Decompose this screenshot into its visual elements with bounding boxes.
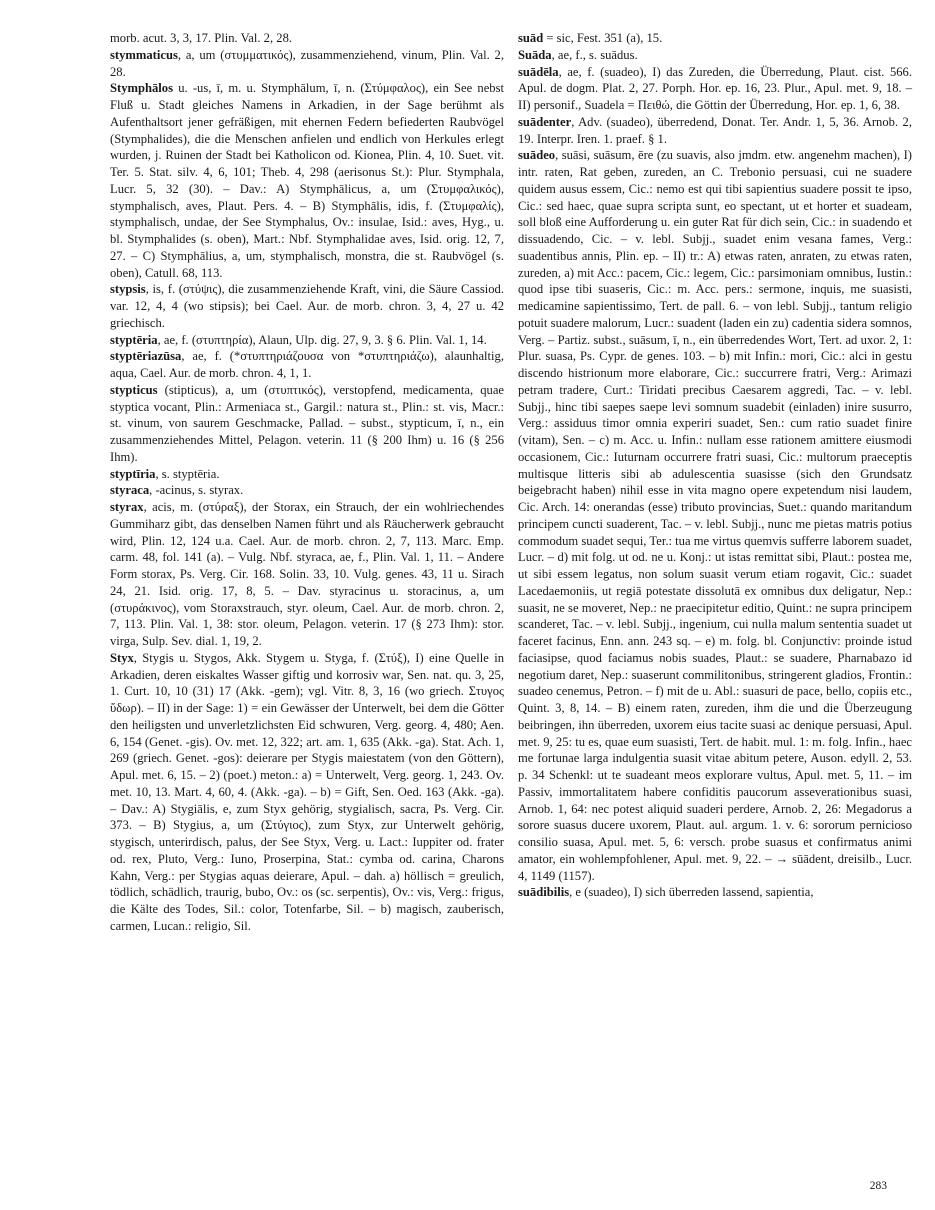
dictionary-entry bbox=[110, 348, 504, 382]
entry-text: , suāsi, suāsum, ēre (zu suavis, also jmdm. etw. angenehm machen), I) intr. raten, Rat geben, zureden, an C. Trebonio persuasi, cui ne suadere quidem ausus essem, Cic.: nemo est qui tibi sapientius suadere possit te ipso, Cic.: sed haec, quae supra scripta sunt, eo spectant, ut et horter et suadeam, soll bloß eine Aufforderung u. ein guter Rat für dich sein, Cic.: in suadendo et dissuadendo, Cic. – v. lebl. Subjj., suadet enim vesana fames, Verg.: suadentibus annis, Plin. ep. – II) tr.: A) etwas raten, anraten, zu etwas raten, zureden, a) mit Acc.: pacem, Cic.: legem, Cic.: parsimoniam omnibus, Iustin.: quod ipse tibi suaseris, Cic.: m. Acc. pers.: sermone, inquis, me suasisti, medicamine sapientissimo, Tert. de pall. 6. – von lebl. Subjj., tantum religio potuit suadere malorum, Lucr.: suadent (laden ein zu) cadentia sidera somnos, Verg. – Partiz. subst., suāsum, ī, n., ein überredendes Wort, Tert. ad uxor. 2, 1: Plur. suasa, Ps. Cypr. de genes. 103. – b) mit Infin.: mori, Cic.: alci in gestu discendo histrionum more elaborare, Cic.: succurrere fratri, Verg.: Arimazi petram tradere, Curt.: Tiridati precibus Caesarem aggredi, Tac. – v. lebl. Subjj., hinc tibi saepes saepe levi somnum suadebit (einladen) inire susurro, Verg.: assiduus timor omnia experiri suadet, Sen.: cum ratio suadet finire (vitam), Sen. – c) m. Acc. u. Infin.: nullam esse rationem amittere eiusmodi occasionem, Cic.: Iuturnam occurrere fratri suasi, Cic.: multorum praeceptis multisque litteris sibi ab adulescentia suasisse (sich den Grundsatz beigebracht haben) nihil esse in vita magno opere expetendum nisi laudem, Cic. Arch. 14: onerandas (esse) tributo provincias, Suet.: quando maritandum principem cuncti suaderent, Tac. – v. lebl. Subjj., nunc me pietas matris potius commodum suadet sequi, Ter.: tua me virtus quemvis sufferre laborem suadet, Lucr. – d) mit folg. ut od. ne u. Konj.: ut istas remittat sibi, Plaut.: postea me, ut sibi essem legatus, non solum suasit verum etiam rogavit, Cic.: suadet Lacedaemoniis, ut regiā potestate dissolutā ex omnibus dux deligatur, Nep.: suasit, ne se moveret, Nep.: ne praecipitetur editio, Quint.: ne supra principem scanderet, Tac. – v. lebl. Subjj., ingenium, cui nulla malum sententia suadet ut faceret facinus, Enn. ann. 243 sq. – e) m. folg. bl. Conjunctiv: proinde istud faciasipse, quod faciamus nobis suades, Plaut.: se suadere, Pharnabazo id negotium daret, Nep.: suaserunt commilitonibus, stringerent gladios, Frontin.: suadeo cenemus, Petron. – f) mit de u. Abl.: suasuri de pace, bello, copiis etc., Quint. 3, 8, 14. – B) einem raten, zureden, ihm die und die Überzeugung beibringen, ihn überreden, uxorem eius tacite suasi ac denique persuasi, Apul. met. 9, 25: tu es, quae eum suasisti, Tert. de habit. mul. 1: m. folg. Infin., haec me fortunae larga indulgentia suasit vitae abitum petere, Auson. edyll. 2, 53. p. 34 Schenkl: ut te suadeant meos explorare vultus, Apul. met. 5, 11. – im Passiv, immortalitatem habere confiditis paucorum asseverationibus suasi, Arnob. 1, 64: nec potest aliquid suaderi perdere, Arnob. 2, 26: Megadorus a sorore suasus ducere uxorem, Plaut. aul. argum. 1. v. 6: sororum pernicioso consilio suasa, Apul. met. 5, 6: versch. probe suasus et confirmatus animi amator, ein wohlempfohlener, Apul. met. 9, 22. – → sūādent, dreisilb., Lucr. 4, 1149 (1157). bbox=[518, 148, 912, 883]
entry-text: , ae, f. (στυπτηρία), Alaun, Ulp. dig. 27, 9, 3. § 6. Plin. Val. 1, 14. bbox=[157, 332, 487, 347]
entry-text: , Stygis u. Stygos, Akk. Stygem u. Styga, f. (Στύξ), I) eine Quelle in Arkadien, deren eiskaltes Wasser giftig und korrosiv war, Sen. nat. qu. 3, 25, 1. Curt. 10, 10 (31) 17 (Akk. -gem); vgl. Vitr. 8, 3, 16 (wo griech. Στυγος ὕδωρ). – II) in der Sage: 1) = ein Gewässer der Unterwelt, bei dem die Götter den heiligsten und unverletzlichsten Eid schwuren, Verg. georg. 4, 480; Aen. 6, 154 (Genet. -gis). Ov. met. 12, 322; art. am. 1, 635 (Akk. -ga). Stat. Ach. 1, 269 (griech. Genet. -gos): deierare per Stygis maiestatem (von den Göttern), Apul. met. 6, 15. – 2) (poet.) meton.: a) = Unterwelt, Verg. georg. 1, 243. Ov. met. 10, 13. Mart. 4, 60, 4. (Akk. -ga). – b) = Gift, Sen. Oed. 163 (Akk. -ga). – Dav.: A) Stygiālis, e, zum Styx gehörig, stygialisch, sacra, Ps. Verg. Cir. 373. – B) Stygius, a, um (Στύγιος), zum Styx, zur Unterwelt gehörig, stygisch, unterirdisch, palus, der See Styx, Verg. u. Lact.: Iuppiter od. frater od. rex, Pluto, Verg.: Iuno, Proserpina, Stat.: cymba od. carina, Charons Kahn, Verg.: per Stygias aquas deierare, Apul. – dah. a) höllisch = greulich, tödlich, schädlich, traurig, bubo, Ov.: os (sc. serpentis), Ov.: vis, Verg.: frigus, die Kälte des Todes, Sil.: color, Totenfarbe, Sil. – b) magisch, zauberisch, carmen, Lucan.: religio, Sil. bbox=[110, 650, 504, 933]
dictionary-entry bbox=[110, 466, 504, 483]
dictionary-entry bbox=[518, 114, 912, 148]
dictionary-entry bbox=[110, 47, 504, 81]
entry-headword: suādibilis bbox=[518, 885, 570, 900]
dictionary-entry bbox=[518, 30, 912, 47]
entry-headword: styptēria bbox=[110, 332, 158, 347]
dictionary-entry bbox=[110, 382, 504, 466]
dictionary-entry bbox=[110, 650, 504, 935]
entry-text: , ae, f., s. suādus. bbox=[551, 47, 638, 62]
entry-headword: stypsis bbox=[110, 282, 146, 297]
entry-text: (stipticus), a, um (στυπτικός), verstopfend, medicamenta, quae styptica vocant, Plin.: Armeniaca st., Gargil.: natura st., Plin.: st. vis, Macr.: st. vinum, von saurem Geschmacke, Pallad. – subst., stypticum, ī, n., ein zusammenziehendes Mittel, Pelagon. veterin. 11 (§ 200 Ihm) u. 16 (§ 256 Ihm). bbox=[110, 382, 504, 464]
dictionary-entry bbox=[518, 147, 912, 884]
entry-headword: styrax bbox=[110, 500, 144, 514]
entry-headword: suādeo bbox=[518, 148, 556, 163]
dictionary-entry bbox=[518, 64, 912, 114]
dictionary-entry bbox=[110, 499, 504, 650]
dictionary-entry bbox=[110, 281, 504, 331]
entry-text: , a, um (στυμματικός), zusammenziehend, vinum, Plin. Val. 2, 28. bbox=[110, 47, 504, 79]
entry-text: , -acinus, s. styrax. bbox=[149, 483, 244, 498]
left-column bbox=[110, 30, 504, 935]
entry-text: , ae, f. (*στυπτηριάζουσα von *στυπτηριάζω), alaunhaltig, aqua, Cael. Aur. de morb. chron. 4, 1, 1. bbox=[110, 349, 504, 380]
entry-headword: suādenter bbox=[518, 114, 572, 129]
dictionary-entry bbox=[110, 30, 504, 47]
entry-headword: Styx bbox=[110, 650, 134, 665]
right-column bbox=[518, 30, 912, 901]
entry-text: , e (suadeo), I) sich überreden lassend, sapientia, bbox=[569, 885, 814, 900]
entry-text: morb. acut. 3, 3, 17. Plin. Val. 2, 28. bbox=[110, 31, 293, 45]
entry-headword: Suāda bbox=[518, 47, 552, 62]
entry-headword: styraca bbox=[110, 483, 150, 498]
entry-text: u. -us, ī, m. u. Stymphālum, ī, n. (Στύμφαλος), ein See nebst Fluß u. Stadt gleiches Namens in Arkadien, in der Sage berühmt als Aufenthaltsort jener gefräßigen, mit ehernen Federn befiederten Raubvögel (Stymphalides), die die Menschen anfielen und endlich von Herkules erlegt wurden, j. Ruinen der Stadt bei Katholicon od. Kionea, Plin. 4, 10. Suet. vit. Ter. 5. Stat. silv. 4, 6, 101; Theb. 4, 298 (aerisonus St.): Plur. Stymphala, Lucr. 5, 32 (30). – Dav.: A) Stymphālicus, a, um (Στυμφαλικός), stymphalisch, aves, Plaut. Pers. 4. – B) Stymphālis, idis, f. (Στυμφαλίς), stymphalisch, undae, der See Stymphalus, Ov.: insulae, Isid.: aves, Hyg., u. bl. Stymphalides (s. oben), Mart.: Nbf. Stymphalidae aves, Isid. orig. 12, 7, 27. – C) Stymphālius, a, um, stymphalisch, monstra, die st. Raubvögel (s. oben), Catull. 68, 113. bbox=[110, 81, 504, 280]
entry-headword: stypticus bbox=[110, 382, 158, 397]
entry-text: = sic, Fest. 351 (a), 15. bbox=[543, 31, 663, 45]
entry-headword: stymmaticus bbox=[110, 47, 178, 62]
page-number: 283 bbox=[869, 1180, 887, 1192]
entry-headword: suādēla bbox=[518, 64, 559, 79]
dictionary-entry bbox=[110, 80, 504, 281]
entry-text: , Adv. (suadeo), überredend, Donat. Ter. Andr. 1, 5, 36. Arnob. 2, 19. Interpr. Iren. 1. praef. § 1. bbox=[518, 114, 912, 146]
entry-headword: styptēriazūsa bbox=[110, 349, 182, 364]
dictionary-entry bbox=[110, 482, 504, 499]
entry-text: , ae, f. (suadeo), I) das Zureden, die Überredung, Plaut. cist. 566. Apul. de dogm. Plat. 2, 27. Porph. Hor. ep. 16, 23. Plur., Apul. met. 9, 18. – II) personif., Suadela = Πειθώ, die Göttin der Überredung, Hor. ep. 1, 6, 38. bbox=[518, 64, 912, 112]
dictionary-entry bbox=[518, 47, 912, 64]
entry-headword: styptīria bbox=[110, 466, 156, 481]
entry-headword: suād bbox=[518, 31, 544, 45]
entry-text: , is, f. (στύψις), die zusammenziehende Kraft, vini, die Säure Cassiod. var. 12, 4, 4 (wo stipsis); bei Cael. Aur. de morb. chron. 3, 4, 27 u. 42 griechisch. bbox=[110, 282, 504, 330]
dictionary-entry bbox=[518, 884, 912, 901]
dictionary-entry bbox=[110, 332, 504, 349]
entry-text: , s. styptēria. bbox=[155, 466, 220, 481]
entry-text: , acis, m. (στύραξ), der Storax, ein Strauch, der ein wohlriechendes Gummiharz gibt, das denselben Namen führt und als Räucherwerk gebraucht wird, Plin. 12, 124 u.a. Cael. Aur. de morb. chron. 2, 7, 113. Marc. Emp. carm. 48, fol. 141 (a). – Vulg. Nbf. styraca, ae, f., Plin. Val. 1, 11. – Andere Form storax, Ps. Verg. Cir. 168. Solin. 33, 10. Vulg. genes. 43, 11 u. Sirach 24, 21. Isid. orig. 17, 8, 5. – Dav. styracinus u. storacinus, a, um (στυράκινος), vom Storaxstrauch, styr. oleum, Cael. Aur. de morb. chron. 2, 7, 113. Plin. Val. 1, 38: stor. oleum, Pelagon. veterin. 17 (§ 273 Ihm): stor. virga, Sulp. Sev. dial. 1, 19, 2. bbox=[110, 500, 504, 648]
entry-headword: Stymphālos bbox=[110, 81, 173, 96]
